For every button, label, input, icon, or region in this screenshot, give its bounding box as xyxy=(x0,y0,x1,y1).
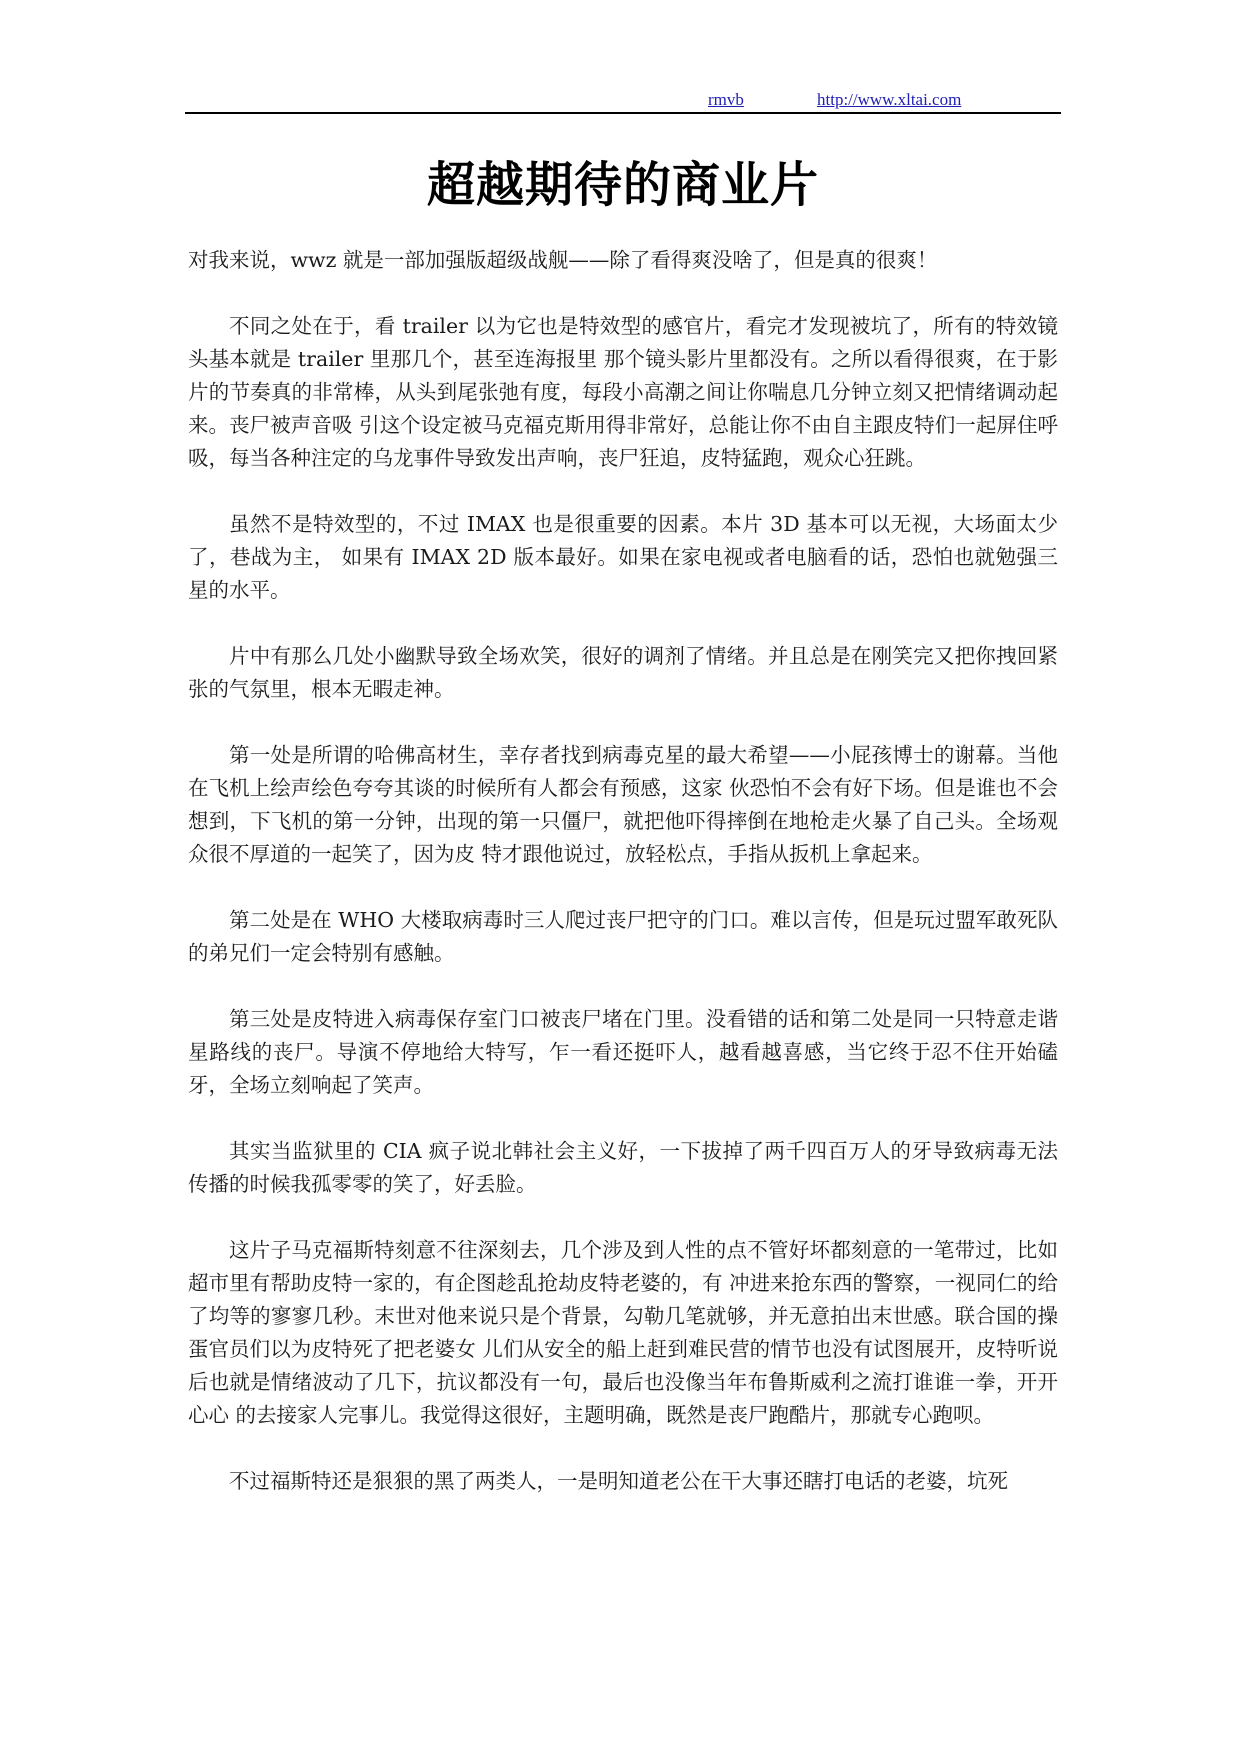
paragraph-4: 片中有那么几处小幽默导致全场欢笑，很好的调剂了情绪。并且总是在刚笑完又把你拽回紧张的气氛里，根本无暇走神。 xyxy=(188,644,1058,701)
paragraph-1: 对我来说，wwz 就是一部加强版超级战舰——除了看得爽没啥了，但是真的很爽！ xyxy=(188,248,938,272)
article-body xyxy=(188,244,1058,1531)
article-title: 超越期待的商业片 xyxy=(426,157,819,213)
paragraph-5: 第一处是所谓的哈佛高材生，幸存者找到病毒克星的最大希望——小屁孩博士的谢幕。当他在飞机上绘声绘色夸夸其谈的时候所有人都会有预感，这家 伙恐怕不会有好下场。但是谁也不会想到，下飞机的第一分钟，出现的第一只僵尸，就把他吓得摔倒在地枪走火暴了自己头。全场观众很不厚道的一起笑了，因为皮 特才跟他说过，放轻松点，手指从扳机上拿起来。 xyxy=(188,743,1058,866)
paragraph-9: 这片子马克福斯特刻意不往深刻去，几个涉及到人性的点不管好坏都刻意的一笔带过，比如超市里有帮助皮特一家的，有企图趁乱抢劫皮特老婆的，有 冲进来抢东西的警察，一视同仁的给了均等的寥寥几秒。末世对他来说只是个背景，勾勒几笔就够，并无意拍出末世感。联合国的操蛋官员们以为皮特死了把老婆女 儿们从安全的船上赶到难民营的情节也没有试图展开，皮特听说后也就是情绪波动了几下，抗议都没有一句，最后也没像当年布鲁斯威利之流打谁谁一拳，开开心心 的去接家人完事儿。我觉得这很好，主题明确，既然是丧尸跑酷片，那就专心跑呗。 xyxy=(188,1238,1058,1427)
site-url-link[interactable]: http://www.xltai.com xyxy=(817,90,962,109)
paragraph-2: 不同之处在于，看 trailer 以为它也是特效型的感官片，看完才发现被坑了，所有的特效镜头基本就是 trailer 里那几个，甚至连海报里 那个镜头影片里都没有。之所以看得很爽，在于影片的节奏真的非常棒，从头到尾张弛有度，每段小高潮之间让你喘息几分钟立刻又把情绪调动起来。丧尸被声音吸 引这个设定被马克福克斯用得非常好，总能让你不由自主跟皮特们一起屏住呼吸，每当各种注定的乌龙事件导致发出声响，丧尸狂追，皮特猛跑，观众心狂跳。 xyxy=(188,314,1058,470)
page-header xyxy=(185,88,1061,114)
paragraph-3: 虽然不是特效型的，不过 IMAX 也是很重要的因素。本片 3D 基本可以无视，大场面太少了，巷战为主， 如果有 IMAX 2D 版本最好。如果在家电视或者电脑看的话，恐怕也就勉强三星的水平。 xyxy=(188,512,1058,602)
rmvb-link[interactable]: rmvb xyxy=(708,90,744,109)
paragraph-10: 不过福斯特还是狠狠的黑了两类人，一是明知道老公在干大事还瞎打电话的老婆，坑死 xyxy=(229,1469,1008,1493)
paragraph-6: 第二处是在 WHO 大楼取病毒时三人爬过丧尸把守的门口。难以言传，但是玩过盟军敢死队的弟兄们一定会特别有感触。 xyxy=(188,908,1058,965)
paragraph-8: 其实当监狱里的 CIA 疯子说北韩社会主义好，一下拔掉了两千四百万人的牙导致病毒无法传播的时候我孤零零的笑了，好丢脸。 xyxy=(188,1139,1058,1196)
paragraph-7: 第三处是皮特进入病毒保存室门口被丧尸堵在门里。没看错的话和第二处是同一只特意走谐星路线的丧尸。导演不停地给大特写，乍一看还挺吓人，越看越喜感，当它终于忍不住开始磕牙，全场立刻响起了笑声。 xyxy=(188,1007,1058,1097)
